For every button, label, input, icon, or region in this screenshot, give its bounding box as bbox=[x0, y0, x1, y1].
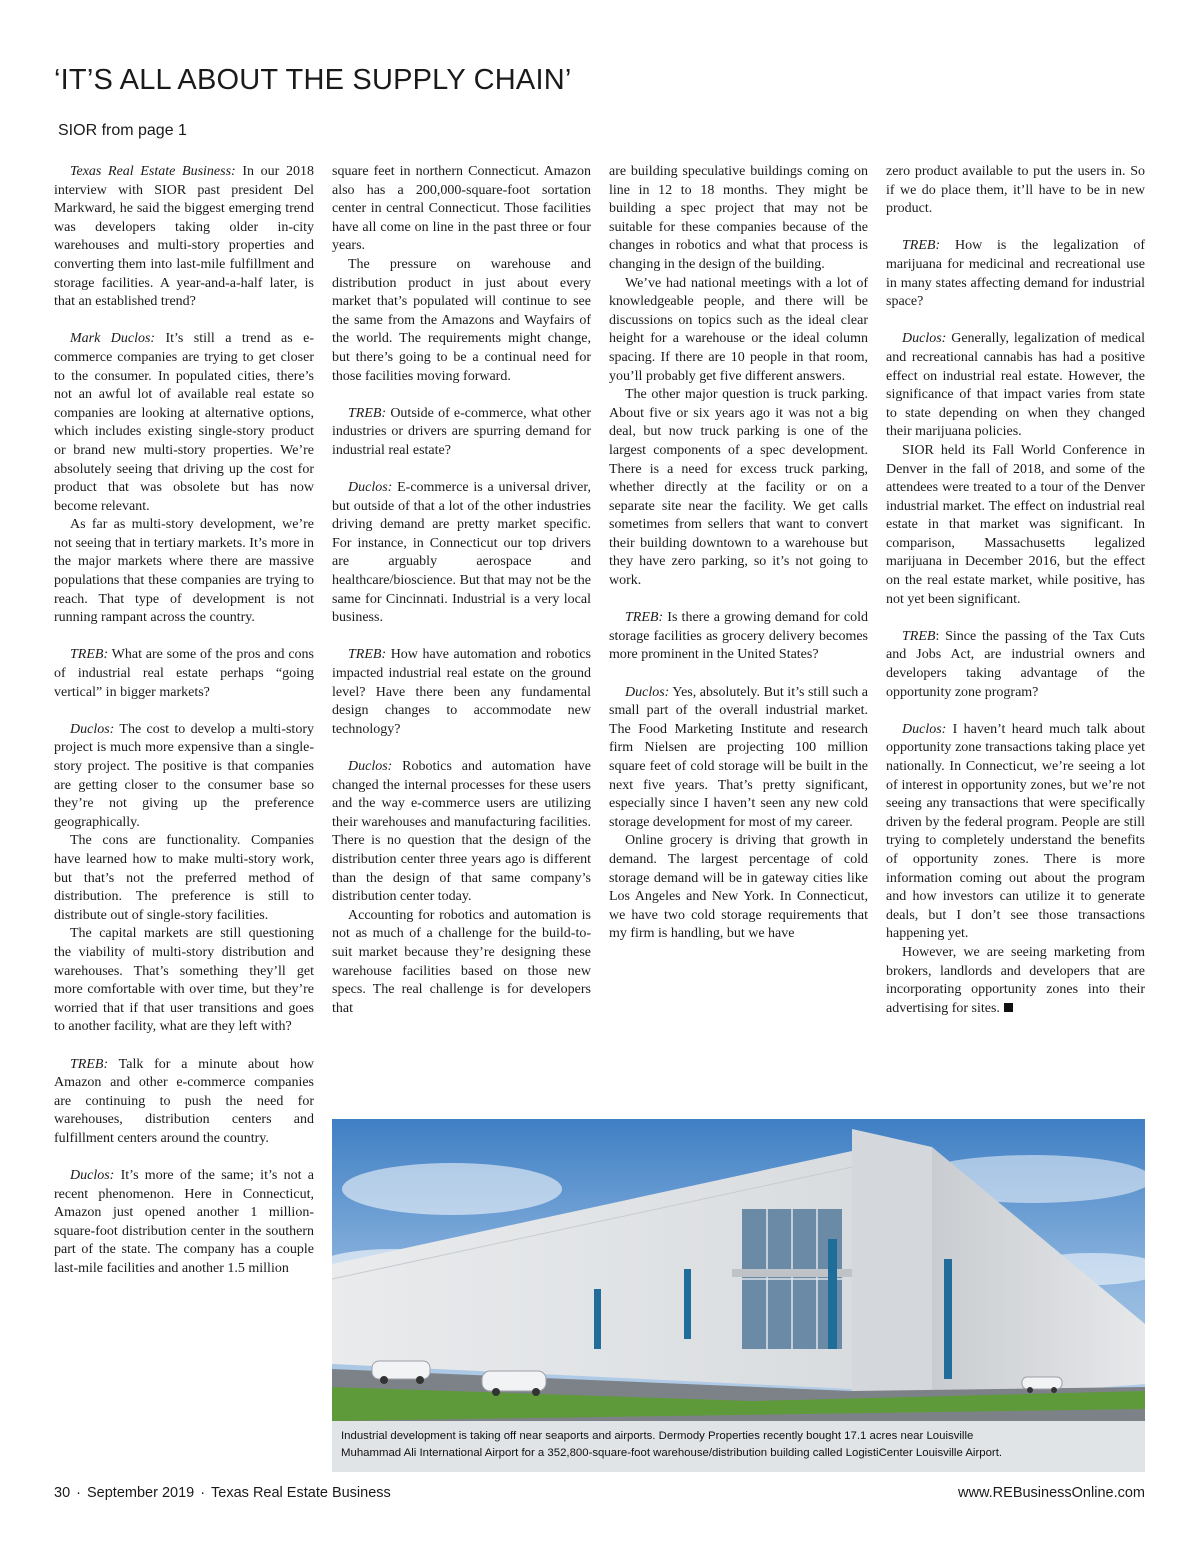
article-paragraph bbox=[609, 832, 868, 944]
paragraph-text: However, we are seeing marketing from brokers, landlords and developers that are incorporating opportunity zones into their advertising for sites. bbox=[886, 944, 1145, 1016]
speaker-label: TREB: bbox=[70, 647, 109, 663]
paragraph-text: Yes, absolutely. But it’s still such a small part of the overall industrial market. The Food Marketing Institute and research firm Nielsen are projecting 100 million square feet of cold storage will be built in the next five years. That’s pretty significant, especially since I haven’t seen any new cold storage development for most of my career. bbox=[609, 684, 868, 830]
article-paragraph bbox=[609, 386, 868, 591]
article-column-3 bbox=[609, 163, 868, 944]
paragraph-text: Outside of e-commerce, what other industries or drivers are spurring demand for industrial real estate? bbox=[332, 405, 591, 458]
article-paragraph bbox=[886, 237, 1145, 311]
paragraph-text: are building speculative buildings coming on line in 12 to 18 months. They might be building a spec project that may not be suitable for these companies because of the changes in robotics and what that process is changing in the design of the building. bbox=[609, 164, 868, 272]
article-paragraph bbox=[886, 163, 1145, 219]
speaker-label: TREB: bbox=[348, 647, 387, 663]
caption-line-2: Muhammad Ali International Airport for a 352,800-square-foot warehouse/distribution building called LogistiCenter Louisville Airport. bbox=[341, 1447, 1003, 1459]
article-paragraph bbox=[332, 256, 591, 386]
article-paragraph bbox=[609, 163, 868, 275]
end-mark-icon bbox=[1004, 1003, 1013, 1012]
article-paragraph bbox=[332, 907, 591, 1019]
paragraph-text: square feet in northern Connecticut. Amazon also has a 200,000-square-foot sortation center in central Connecticut. Those facilities have all come on line in the past three or four years. bbox=[332, 164, 591, 254]
article-paragraph bbox=[54, 832, 314, 925]
article-paragraph bbox=[54, 1056, 314, 1149]
photo-figure bbox=[332, 1119, 1145, 1472]
photo-caption bbox=[332, 1421, 1145, 1472]
footer-website: www.REBusinessOnline.com bbox=[958, 1485, 1145, 1501]
paragraph-text: The cons are functionality. Companies have learned how to make multi-story work, but that’s not the preferred method of distribution. The preference is still to distribute out of single-story facilities. bbox=[54, 833, 314, 923]
warehouse-photo bbox=[332, 1119, 1145, 1421]
paragraph-text: It’s still a trend as e-commerce companies are trying to get closer to the consumer. In populated cities, there’s not an awful lot of available real estate so companies are looking at alternative options, which includes existing single-story product or brand new multi-story properties. We’re absolutely seeing that driving up the cost for product that was obsolete but has now become relevant. bbox=[54, 331, 314, 514]
article-paragraph bbox=[332, 163, 591, 256]
article-paragraph bbox=[332, 758, 591, 907]
speaker-label: Duclos: bbox=[902, 331, 947, 347]
speaker-label: Mark Duclos: bbox=[70, 331, 156, 347]
paragraph-text: Talk for a minute about how Amazon and other e-commerce companies are continuing to push the need for warehouses, distribution centers and fulfillment centers around the country. bbox=[54, 1056, 314, 1146]
speaker-label: Texas Real Estate Business: bbox=[70, 164, 236, 179]
article-paragraph bbox=[886, 628, 1145, 702]
speaker-label: TREB: bbox=[902, 238, 941, 254]
speaker-label: Duclos: bbox=[70, 721, 115, 737]
paragraph-text: How is the legalization of marijuana for medicinal and recreational use in many states affecting demand for industrial space? bbox=[886, 238, 1145, 310]
article-paragraph bbox=[886, 721, 1145, 944]
issue-date: September 2019 bbox=[86, 1485, 195, 1501]
paragraph-text: The pressure on warehouse and distribution product in just about every market that’s populated will continue to see the same from the Amazons and Wayfairs of the world. The requirements might change, but there’s going to be a continual need for those facilities moving forward. bbox=[332, 256, 591, 384]
article-paragraph bbox=[332, 405, 591, 461]
paragraph-text: Is there a growing demand for cold storage facilities as grocery delivery becomes more prominent in the United States? bbox=[609, 610, 868, 663]
speaker-label: Duclos: bbox=[348, 480, 393, 496]
page-number: 30 bbox=[54, 1485, 71, 1501]
article-paragraph bbox=[609, 275, 868, 387]
paragraph-text: Robotics and automation have changed the internal processes for these users and the way e-commerce users are utilizing their warehouses and manufacturing facilities. There is no question that the design of the distribution center three years ago is different than the design of that same company’s distribution center today. bbox=[332, 759, 591, 905]
paragraph-text: SIOR held its Fall World Conference in Denver in the fall of 2018, and some of the attendees were treated to a tour of the Denver industrial market. The effect on industrial real estate in that market was significant. In comparison, Massachusetts legalized marijuana in December 2016, but the effect on the real estate market, while positive, has not yet been significant. bbox=[886, 442, 1145, 607]
article-column-1 bbox=[54, 163, 314, 1279]
speaker-label: TREB: bbox=[348, 405, 387, 421]
article-paragraph bbox=[609, 684, 868, 833]
publication-name: Texas Real Estate Business bbox=[211, 1485, 391, 1501]
paragraph-text: E-commerce is a universal driver, but outside of that a lot of the other industries driving demand are pretty market specific. For instance, in Connecticut our top drivers are arguably aerospace and healthcare/bioscience. But that may not be the same for Cincinnati. Industrial is a very local business. bbox=[332, 480, 591, 626]
jump-line: SIOR from page 1 bbox=[58, 122, 187, 139]
paragraph-text: zero product available to put the users in. So if we do place them, it’ll have to be in new product. bbox=[886, 164, 1145, 217]
speaker-label: TREB bbox=[902, 628, 936, 644]
paragraph-text: The cost to develop a multi-story project is much more expensive than a single-story project. The positive is that companies are getting closer to the consumer base so they’re not giving up the preference geographically. bbox=[54, 721, 314, 830]
speaker-label: TREB: bbox=[70, 1056, 109, 1072]
paragraph-text: Generally, legalization of medical and recreational cannabis has had a positive effect on industrial real estate. However, the significance of that impact varies from state to state depending on when they changed their marijuana policies. bbox=[886, 331, 1145, 440]
paragraph-text: It’s more of the same; it’s not a recent phenomenon. Here in Connecticut, Amazon just opened another 1 million-square-foot distribution center in the southern part of the state. The company has a couple last-mile facilities and another 1.5 million bbox=[54, 1168, 314, 1277]
article-paragraph bbox=[54, 163, 314, 312]
caption-line-1: Industrial development is taking off near seaports and airports. Dermody Properties recently bought 17.1 acres near Louisville bbox=[341, 1430, 974, 1442]
speaker-label: Duclos: bbox=[70, 1168, 115, 1184]
article-column-2 bbox=[332, 163, 591, 1018]
separator-dot: · bbox=[200, 1485, 206, 1501]
article-paragraph bbox=[886, 944, 1145, 1018]
paragraph-text: The capital markets are still questioning the viability of multi-story distribution and warehouses. That’s something they’ll get more comfortable with over time, but they’re worried that if that user transitions and goes to another facility, what are they left with? bbox=[54, 926, 314, 1035]
article-paragraph bbox=[886, 330, 1145, 442]
article-paragraph bbox=[54, 646, 314, 702]
article-paragraph bbox=[609, 609, 868, 665]
article-paragraph bbox=[332, 479, 591, 628]
article-paragraph bbox=[54, 330, 314, 516]
paragraph-text: The other major question is truck parking. About five or six years ago it was not a big deal, but now truck parking is one of the largest components of a spec development. There is a need for excess truck parking, whether directly at the facility or on a separate site near the facility. We get calls sometimes from sellers that want to convert their building downtown to a warehouse but they have zero parking, so it’s not going to work. bbox=[609, 387, 868, 589]
paragraph-text: As far as multi-story development, we’re not seeing that in tertiary markets. It’s more in the major markets where there are massive populations that these companies are trying to reach. That type of development is not running rampant across the country. bbox=[54, 517, 314, 626]
separator-dot: · bbox=[76, 1485, 81, 1501]
article-paragraph bbox=[332, 646, 591, 739]
speaker-label: Duclos: bbox=[902, 721, 947, 737]
article-paragraph bbox=[54, 925, 314, 1037]
speaker-label: Duclos: bbox=[348, 759, 393, 774]
footer-folio bbox=[54, 1485, 391, 1501]
paragraph-text: Online grocery is driving that growth in demand. The largest percentage of cold storage demand will be in gateway cities like Los Angeles and New York. In Connecticut, we have two cold storage requirements that my firm is handling, but we have bbox=[609, 833, 868, 942]
paragraph-text: What are some of the pros and cons of industrial real estate perhaps “going vertical” in bigger markets? bbox=[54, 647, 314, 700]
paragraph-text: We’ve had national meetings with a lot of knowledgeable people, and there will be discussions on topics such as the ideal clear height for a warehouse or the ideal column spacing. If there are 10 people in that room, you’ll probably get five different answers. bbox=[609, 275, 868, 384]
article-paragraph bbox=[886, 442, 1145, 609]
article-paragraph bbox=[54, 1167, 314, 1279]
paragraph-text: I haven’t heard much talk about opportunity zone transactions taking place yet nationally. In Connecticut, we’re seeing a lot of interest in opportunity zones, but we’re not seeing any transactions that were specifically driven by the federal program. People are still trying to completely understand the benefits of opportunity zones. There is more information coming out about the program and how investors can utilize it to generate deals, but I don’t see those transactions happening yet. bbox=[886, 721, 1145, 942]
headline: ‘IT’S ALL ABOUT THE SUPPLY CHAIN’ bbox=[54, 64, 572, 96]
paragraph-text: In our 2018 interview with SIOR past president Del Markward, he said the biggest emerging trend was developers taking older in-city warehouses and multi-story properties and converting them into last-mile fulfillment and storage facilities. A year-and-a-half later, is that an established trend? bbox=[54, 164, 315, 310]
paragraph-text: : Since the passing of the Tax Cuts and Jobs Act, are industrial owners and developers taking advantage of the opportunity zone program? bbox=[886, 628, 1145, 700]
article-paragraph bbox=[54, 721, 314, 833]
paragraph-text: Accounting for robotics and automation is not as much of a challenge for the build-to-suit market because they’re designing these warehouse facilities based on those new specs. The real challenge is for developers that bbox=[332, 907, 591, 1016]
speaker-label: TREB: bbox=[625, 610, 664, 626]
paragraph-text: How have automation and robotics impacted industrial real estate on the ground level? Have there been any fundamental design changes to accommodate new technology? bbox=[332, 647, 591, 737]
speaker-label: Duclos: bbox=[625, 684, 670, 700]
article-paragraph bbox=[54, 516, 314, 628]
article-column-4 bbox=[886, 163, 1145, 1018]
